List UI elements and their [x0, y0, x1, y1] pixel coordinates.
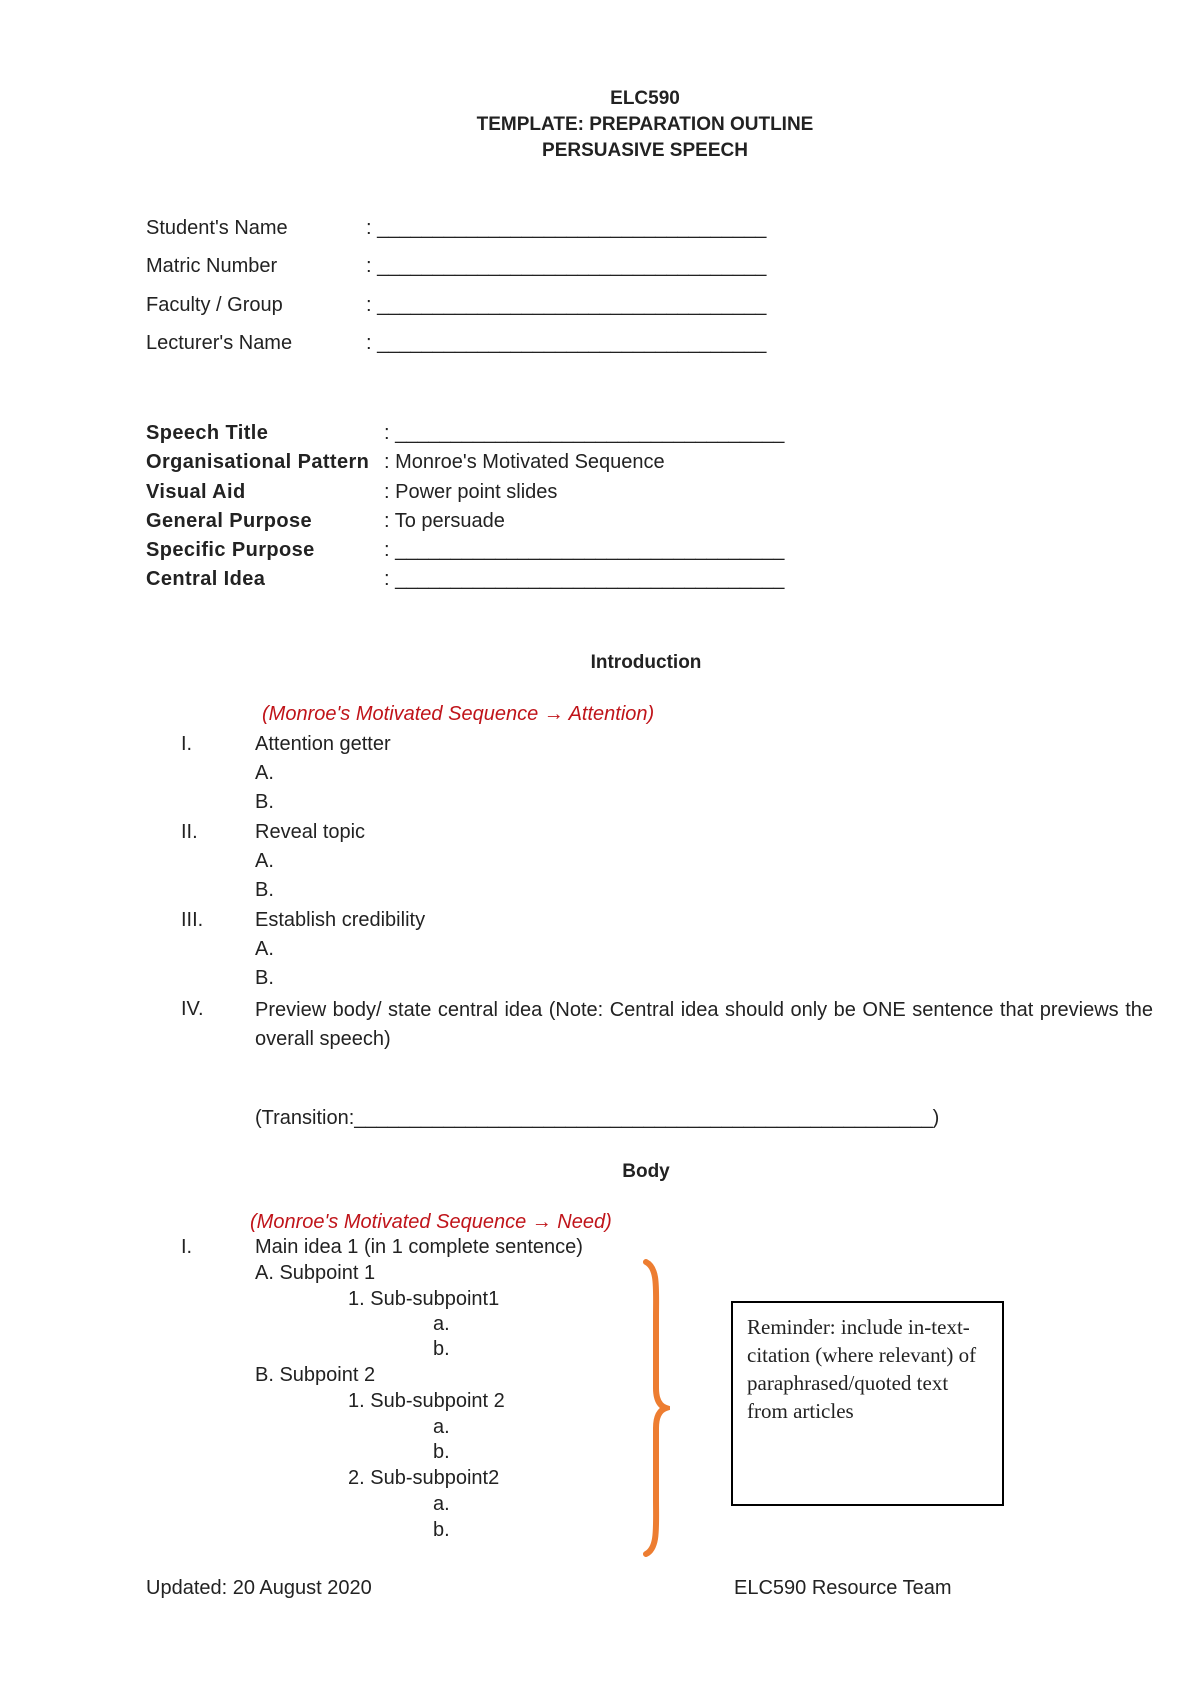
intro-numeral-2: II.: [181, 821, 198, 843]
faculty-group-label: Faculty / Group: [146, 294, 283, 316]
intro-sub-b: B.: [255, 791, 274, 813]
matric-number-label: Matric Number: [146, 255, 278, 277]
attention-sequence-note: (Monroe's Motivated Sequence → Attention): [262, 703, 655, 725]
intro-item-reveal-topic: Reveal topic: [255, 821, 366, 843]
introduction-heading: Introduction: [590, 652, 702, 673]
lecturer-name-label: Lecturer's Name: [146, 332, 293, 354]
reminder-text: Reminder: include in-text-citation (where relevant) of paraphrased/quoted text from articles: [747, 1315, 977, 1423]
course-code: ELC590: [610, 88, 680, 109]
intro-sub-a: A.: [255, 850, 274, 872]
specific-purpose-label: Specific Purpose: [146, 539, 315, 561]
body-item-a1a: a.: [433, 1313, 450, 1335]
intro-item-preview-body: Preview body/ state central idea (Note: Central idea should only be ONE sentence that previews the overall speech): [255, 999, 1153, 1050]
organisational-pattern-value: : Monroe's Motivated Sequence: [384, 451, 665, 473]
intro-sub-b: B.: [255, 879, 274, 901]
body-item-b2b: b.: [433, 1519, 450, 1541]
visual-aid-label: Visual Aid: [146, 481, 246, 503]
general-purpose-label: General Purpose: [146, 510, 313, 532]
general-purpose-value: : To persuade: [384, 510, 505, 532]
speech-title-label: Speech Title: [146, 422, 269, 444]
intro-numeral-4: IV.: [181, 998, 204, 1020]
specific-purpose-field: : ___________________________________: [384, 539, 785, 561]
lecturer-name-field: : ___________________________________: [366, 332, 767, 354]
body-subpoint-a: A. Subpoint 1: [255, 1262, 376, 1284]
intro-transition: (Transition:____________________________________________________): [255, 1107, 940, 1129]
body-sub-subpoint-b1: 1. Sub-subpoint 2: [348, 1390, 505, 1412]
intro-item-establish-credibility: Establish credibility: [255, 909, 426, 931]
student-name-label: Student's Name: [146, 217, 288, 239]
intro-numeral-1: I.: [181, 733, 193, 755]
matric-number-field: : ___________________________________: [366, 255, 767, 277]
central-idea-label: Central Idea: [146, 568, 266, 590]
organisational-pattern-label: Organisational Pattern: [146, 451, 370, 473]
body-subpoint-b: B. Subpoint 2: [255, 1364, 376, 1386]
reminder-box: [731, 1301, 1004, 1506]
speech-title-field: : ___________________________________: [384, 422, 785, 444]
body-numeral-1: I.: [181, 1236, 193, 1258]
intro-sub-b: B.: [255, 967, 274, 989]
speech-type-title: PERSUASIVE SPEECH: [542, 140, 748, 161]
faculty-group-field: : ___________________________________: [366, 294, 767, 316]
need-sequence-note: (Monroe's Motivated Sequence → Need): [250, 1211, 612, 1233]
intro-numeral-3: III.: [181, 909, 204, 931]
intro-sub-a: A.: [255, 762, 274, 784]
footer-resource-team: ELC590 Resource Team: [734, 1577, 952, 1599]
visual-aid-value: : Power point slides: [384, 481, 558, 503]
central-idea-field: : ___________________________________: [384, 568, 785, 590]
intro-item-attention-getter: Attention getter: [255, 733, 391, 755]
student-name-field: : ___________________________________: [366, 217, 767, 239]
orange-brace-icon: [640, 1258, 670, 1558]
body-item-b2a: a.: [433, 1493, 450, 1515]
template-title: TEMPLATE: PREPARATION OUTLINE: [476, 114, 814, 135]
body-item-b1b: b.: [433, 1441, 450, 1463]
body-sub-subpoint-a1: 1. Sub-subpoint1: [348, 1288, 500, 1310]
intro-sub-a: A.: [255, 938, 274, 960]
body-item-b1a: a.: [433, 1416, 450, 1438]
body-item-a1b: b.: [433, 1338, 450, 1360]
body-heading: Body: [622, 1161, 670, 1182]
body-main-idea-1: Main idea 1 (in 1 complete sentence): [255, 1236, 583, 1258]
body-sub-subpoint-b2: 2. Sub-subpoint2: [348, 1467, 500, 1489]
footer-updated-date: Updated: 20 August 2020: [146, 1577, 372, 1599]
